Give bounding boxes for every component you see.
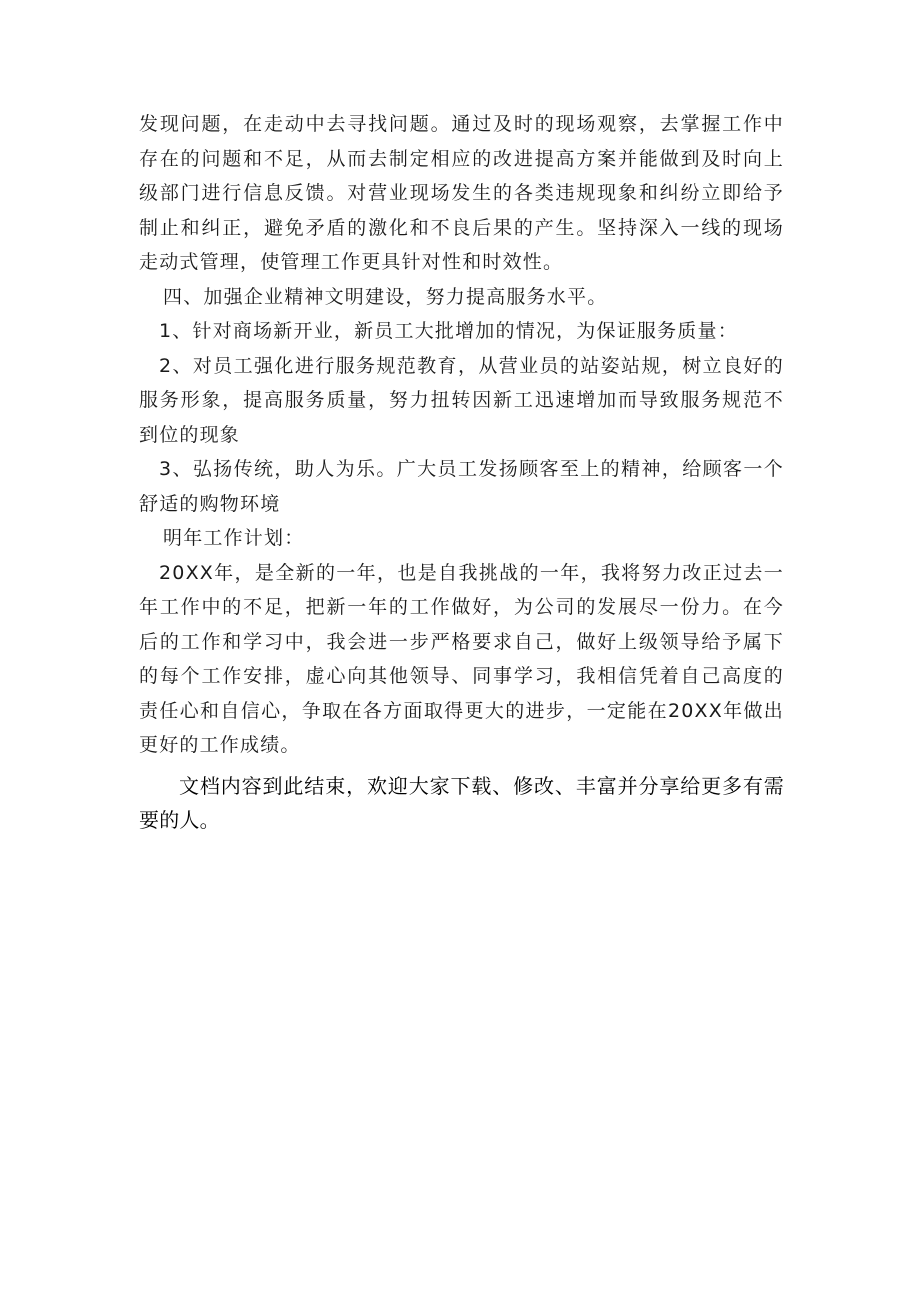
paragraph-plan: 20XX年，是全新的一年，也是自我挑战的一年，我将努力改正过去一年工作中的不足，把新一年的工作做好，为公司的发展尽一份力。在今后的工作和学习中，我会进一步严格要求自己，做好上级领导给予属下的每个工作安排，虚心向其他领导、同事学习，我相信凭着自己高度的责任心和自信心，争取在各方面取得更大的进步，一定能在20XX年做出更好的工作成绩。 — [139, 561, 784, 756]
list-item-2: 2、对员工强化进行服务规范教育，从营业员的站姿站规，树立良好的服务形象，提高服务质量，努力扭转因新工迅速增加而导致服务规范不到位的现象 — [139, 354, 784, 446]
list-item-3: 3、弘扬传统，助人为乐。广大员工发扬顾客至上的精神，给顾客一个舒适的购物环境 — [139, 458, 784, 515]
section-heading-plan: 明年工作计划： — [163, 527, 305, 549]
paragraph-problem-finding: 发现问题，在走动中去寻找问题。通过及时的现场观察，去掌握工作中存在的问题和不足，从而去制定相应的改进提高方案并能做到及时向上级部门进行信息反馈。对营业现场发生的各类违规现象和纠纷立即给予制止和纠正，避免矛盾的激化和不良后果的产生。坚持深入一线的现场走动式管理，使管理工作更具针对性和时效性。 — [139, 113, 784, 273]
document-body — [139, 107, 784, 837]
closing-note: 文档内容到此结束，欢迎大家下载、修改、丰富并分享给更多有需要的人。 — [139, 773, 784, 832]
list-item-1: 1、针对商场新开业，新员工大批增加的情况，为保证服务质量： — [159, 320, 738, 342]
section-heading-spirit: 四、加强企业精神文明建设，努力提高服务水平。 — [163, 285, 608, 308]
